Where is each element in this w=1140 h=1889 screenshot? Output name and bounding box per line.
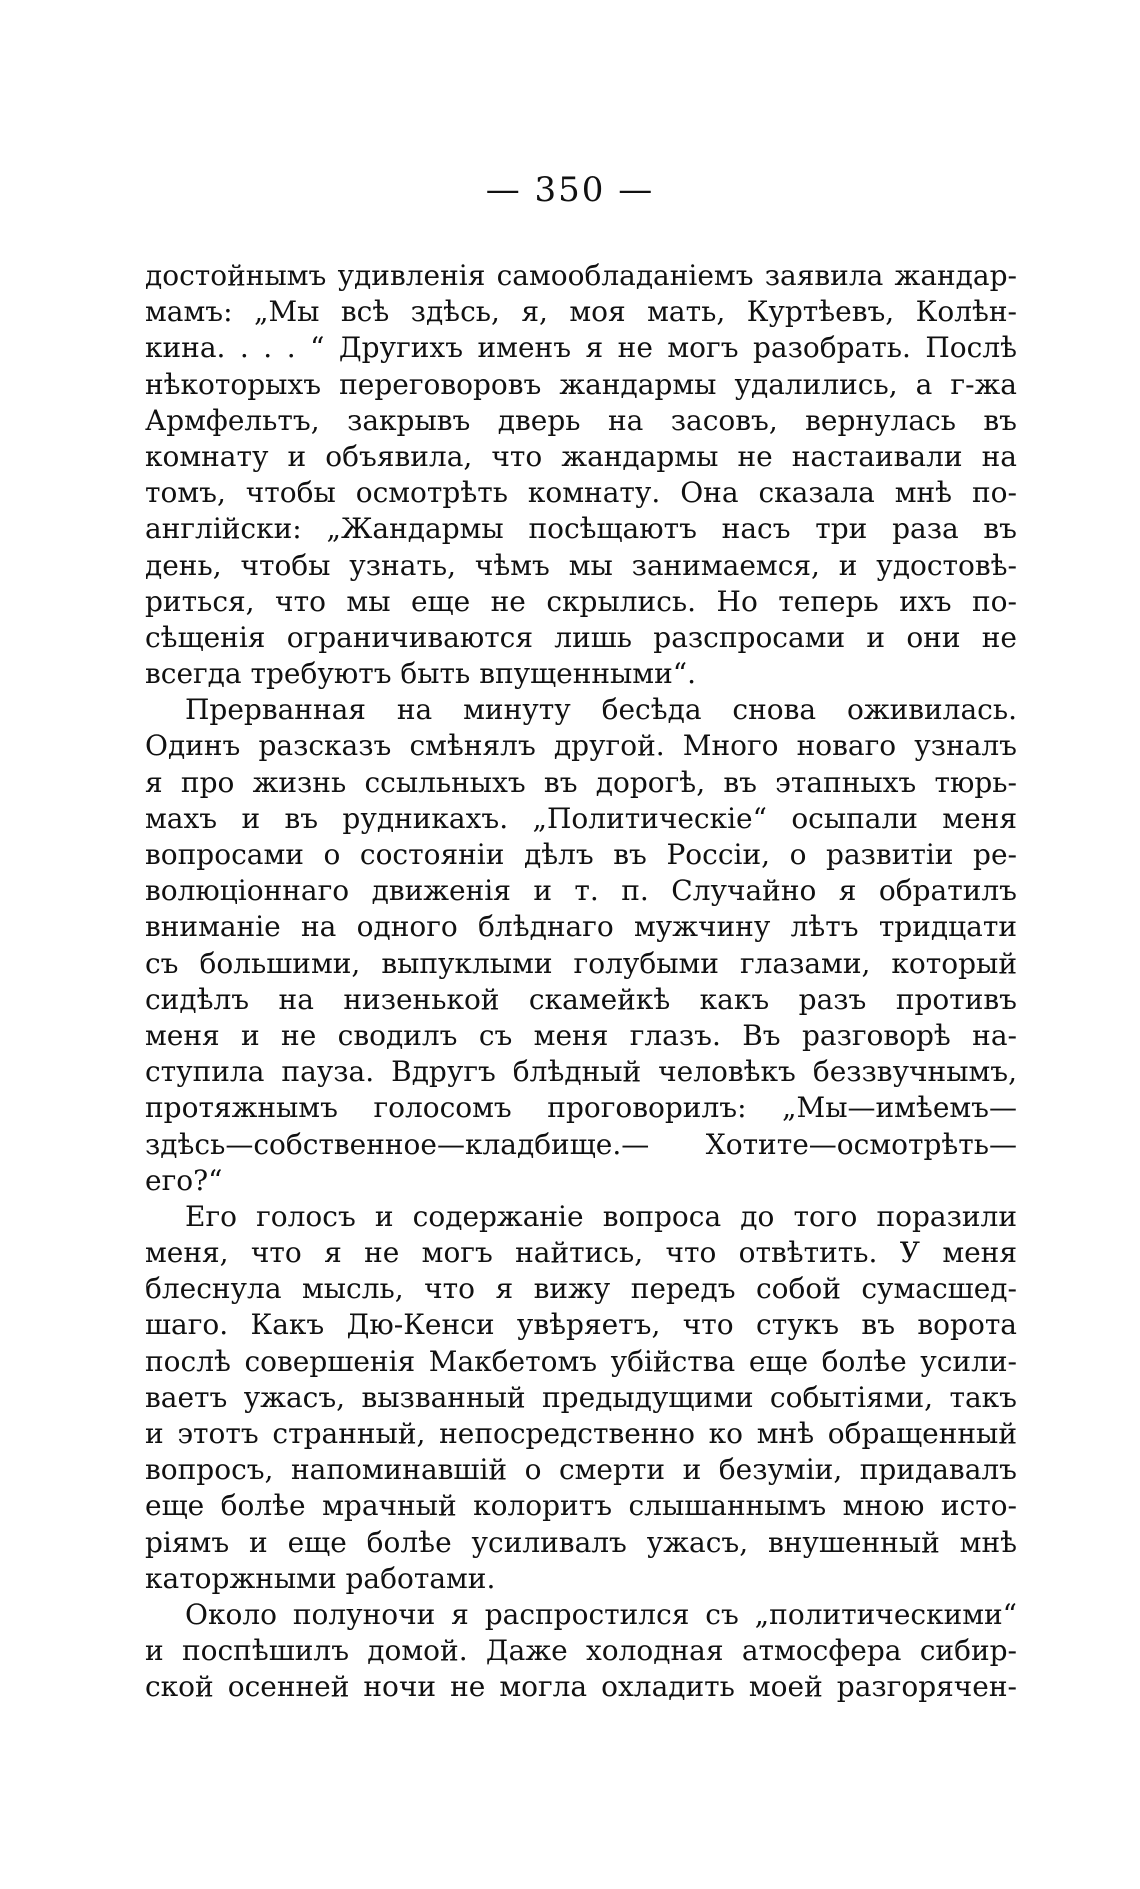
text-line: достойнымъ удивленія самообладаніемъ заявила жандар-	[145, 259, 1017, 292]
text-line: меня и не сводилъ съ меня глазъ. Въ разговорѣ на-	[145, 1018, 1017, 1052]
text-line: мамъ: „Мы всѣ здѣсь, я, моя мать, Куртѣевъ, Колѣн-	[145, 295, 1017, 329]
text-line: и поспѣшилъ домой. Даже холодная атмосфера сибир-	[145, 1634, 1017, 1668]
text-line: каторжными работами.	[145, 1561, 496, 1595]
text-line: послѣ совершенія Макбетомъ убійства еще болѣе усили-	[145, 1344, 1017, 1378]
text-line: и этотъ странный, непосредственно ко мнѣ обращенный	[145, 1417, 1017, 1450]
text-line: я про жизнь ссыльныхъ въ дорогѣ, въ этапныхъ тюрь-	[145, 765, 1017, 799]
text-line: риться, что мы еще не скрылись. Но теперь ихъ по-	[145, 584, 1017, 618]
text-line: здѣсь—собственное—кладбище.— Хотите—осмотрѣть—	[145, 1127, 1017, 1161]
text-line: меня, что я не могъ найтись, что отвѣтить. У меня	[145, 1236, 1017, 1270]
text-line: съ большими, выпуклыми голубыми глазами, который	[145, 946, 1017, 980]
body-text	[145, 258, 1017, 1706]
text-line: Прерванная на минуту бесѣда снова оживилась.	[185, 693, 1017, 727]
text-line: шаго. Какъ Дю-Кенси увѣряетъ, что стукъ въ ворота	[145, 1308, 1017, 1342]
text-line: ступила пауза. Вдругъ блѣдный человѣкъ беззвучнымъ,	[145, 1055, 1017, 1089]
text-line: Армфельтъ, закрывъ дверь на засовъ, вернулась въ	[145, 403, 1017, 437]
text-line: его?“	[145, 1163, 223, 1197]
text-line: ской осенней ночи не могла охладить моей разгорячен-	[145, 1670, 1017, 1704]
text-line: вопросами о состояніи дѣлъ въ Россіи, о развитіи ре-	[145, 838, 1017, 871]
text-line: нѣкоторыхъ переговоровъ жандармы удалились, а г-жа	[145, 367, 1017, 401]
text-line: махъ и въ рудникахъ. „Политическіе“ осыпали меня	[145, 801, 1017, 835]
text-line: еще болѣе мрачный колоритъ слышаннымъ мною исто-	[145, 1489, 1017, 1523]
text-line: волюціоннаго движенія и т. п. Случайно я обратилъ	[145, 874, 1017, 908]
text-line: ріямъ и еще болѣе усиливалъ ужасъ, внушенный мнѣ	[145, 1525, 1017, 1559]
page-number: — 350 —	[485, 170, 655, 210]
text-line: ваетъ ужасъ, вызванный предыдущими событіями, такъ	[145, 1380, 1017, 1414]
text-line: томъ, чтобы осмотрѣть комнату. Она сказала мнѣ по-	[145, 476, 1017, 510]
text-line: вопросъ, напоминавшій о смерти и безуміи, придавалъ	[145, 1453, 1017, 1487]
text-line: Около полуночи я распростился съ „политическими“	[185, 1597, 1017, 1631]
text-line: день, чтобы узнать, чѣмъ мы занимаемся, и удостовѣ-	[145, 548, 1017, 582]
text-line: англійски: „Жандармы посѣщаютъ насъ три раза въ	[145, 512, 1017, 546]
text-line: кина. . . . “ Другихъ именъ я не могъ разобрать. Послѣ	[145, 331, 1017, 365]
text-line: блеснула мысль, что я вижу передъ собой сумасшед-	[145, 1272, 1017, 1306]
text-line: всегда требуютъ быть впущенными“.	[145, 657, 696, 691]
text-line: сидѣлъ на низенькой скамейкѣ какъ разъ противъ	[145, 982, 1017, 1016]
text-line: вниманіе на одного блѣднаго мужчину лѣтъ тридцати	[145, 910, 1017, 944]
text-line: Одинъ разсказъ смѣнялъ другой. Много новаго узналъ	[145, 729, 1017, 763]
text-line: Его голосъ и содержаніе вопроса до того поразили	[185, 1199, 1017, 1233]
text-line: сѣщенія ограничиваются лишь разспросами и они не	[145, 620, 1017, 654]
text-line: комнату и объявила, что жандармы не настаивали на	[145, 439, 1017, 473]
text-line: протяжнымъ голосомъ проговорилъ: „Мы—имѣемъ—	[145, 1091, 1017, 1125]
